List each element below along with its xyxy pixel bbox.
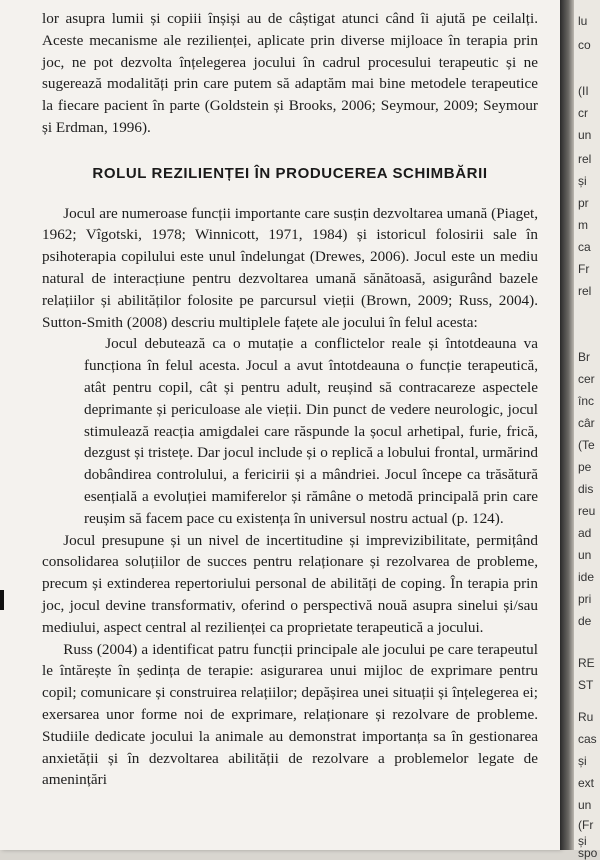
fragment: și [578,754,587,768]
fragment: rel [578,284,592,298]
fragment: RE [578,656,595,670]
fragment: cr [578,106,588,120]
section-heading: ROLUL REZILIENȚEI ÎN PRODUCEREA SCHIMBĂRII [92,164,488,182]
fragment: Ru [578,710,594,724]
fragment: Fr [578,262,590,276]
fragment: (Te [578,438,595,452]
fragment: și [578,174,587,188]
fragment: câr [578,416,595,430]
fragment: Br [578,350,590,364]
fragment: ca [578,240,591,254]
fragment: (Fr [578,818,594,832]
fragment: ide [578,570,595,584]
fragment: co [578,38,591,52]
fragment: pr [578,196,589,210]
book-gutter [560,0,574,850]
paragraph-play-functions: Jocul are numeroase funcții importante care susțin dezvoltarea umană (Piaget, 1962; Vîgotski, 1978; Winnicott, 1971, 1984) și istoricul folosirii sale în psihoterapia copilului este unul îndelungat (Drewes, 2006). Jocul este un mediu natural de interacțiune pentru dezvoltarea umană sănătoasă, asigurând bazele relațiilor și abilităților folosite pe parcursul vieții (Brown, 2009; Russ, 2004). Sutton-Smith (2008) descriu multiplele fațete ale jocului în felul acesta: [42,204,538,331]
fragment: ad [578,526,592,540]
next-page-edge [574,0,600,860]
fragment: pe [578,460,592,474]
fragment: un [578,798,592,812]
fragment: pri [578,592,592,606]
intro-paragraph: lor asupra lumii și copiii înșiși au de câștigat atunci când îi ajută pe ceilalți. Aceste mecanisme ale rezilienței, aplicate prin diverse mijloace în terapia prin joc, ne pot dezvolta înțelegerea jocului în cadrul procesului terapeutic și ne sugerează modalități prin care putem să adaptăm mai bine metodele terapeutice la fiecare pacient în parte (Goldstein și Brooks, 2006; Seymour, 2009; Seymour și Erdman, 1996). [42,10,538,136]
fragment: reu [578,504,596,518]
fragment: un [578,548,592,562]
page-text [42,8,538,791]
fragment: ext [578,776,595,790]
margin-marker [0,590,4,610]
fragment: înc [578,394,595,408]
fragment: rel [578,152,592,166]
fragment: cas [578,732,597,746]
fragment: (II [578,84,589,98]
paragraph-russ-functions: Russ (2004) a identificat patru funcții principale ale jocului pe care terapeutul le întărește în ședința de terapie: asigurarea unui mijloc de exprimare pentru copil; comunicare și construirea relațiilor; depășirea unei situații și înțelegerea ei; exersarea unor forme noi de exprimare, relaționare și rezolvare de probleme. Studiile dedicate jocului la animale au demonstrat importanța sa în gestionarea anxietății și în dezvoltarea abilității de rezolvare a problemelor legate de amenințări [42,640,538,789]
paragraph-uncertainty: Jocul presupune și un nivel de incertitudine și imprevizibilitate, permițând consolidarea soluțiilor de succes pentru relaționare și rezolvarea de probleme, precum și extinderea repertoriului personal de abilități de coping. În terapia prin joc, jocul devine transformativ, oferind o perspectivă nouă asupra sinelui și/sau mediului, aspect central al rezilienței ca proprietate terapeutică a jocului. [42,531,538,636]
fragment: cer [578,372,595,386]
fragment: m [578,218,588,232]
fragment: un [578,128,592,142]
fragment: spo [578,846,598,860]
fragment: lu [578,14,588,28]
block-quote: Jocul debutează ca o mutație a conflictelor reale și întotdeauna va funcționa în felul acesta. Jocul a avut întotdeauna o funcție terapeutică, atât pentru copil, cât și pentru adult, reușind să contracareze aspectele deprimante și periculoase ale vieții. Din punct de vedere neurologic, jocul stimulează reacția amigdalei care răspunde la șocul arhetipal, furie, frică, dezgust și tristețe. Dar jocul include și o replică a lobului frontal, urmărind dobândirea controlului, a fericirii și a mândriei. Jocul începe ca trăsătură esențială a evoluției mamiferelor și rămâne o metodă principală prin care reușim să facem pace cu existența în universul nostru actual (p. 124). [84,335,538,527]
fragment: și [578,834,587,848]
fragment: dis [578,482,594,496]
fragment: de [578,614,592,628]
fragment: ST [578,678,594,692]
